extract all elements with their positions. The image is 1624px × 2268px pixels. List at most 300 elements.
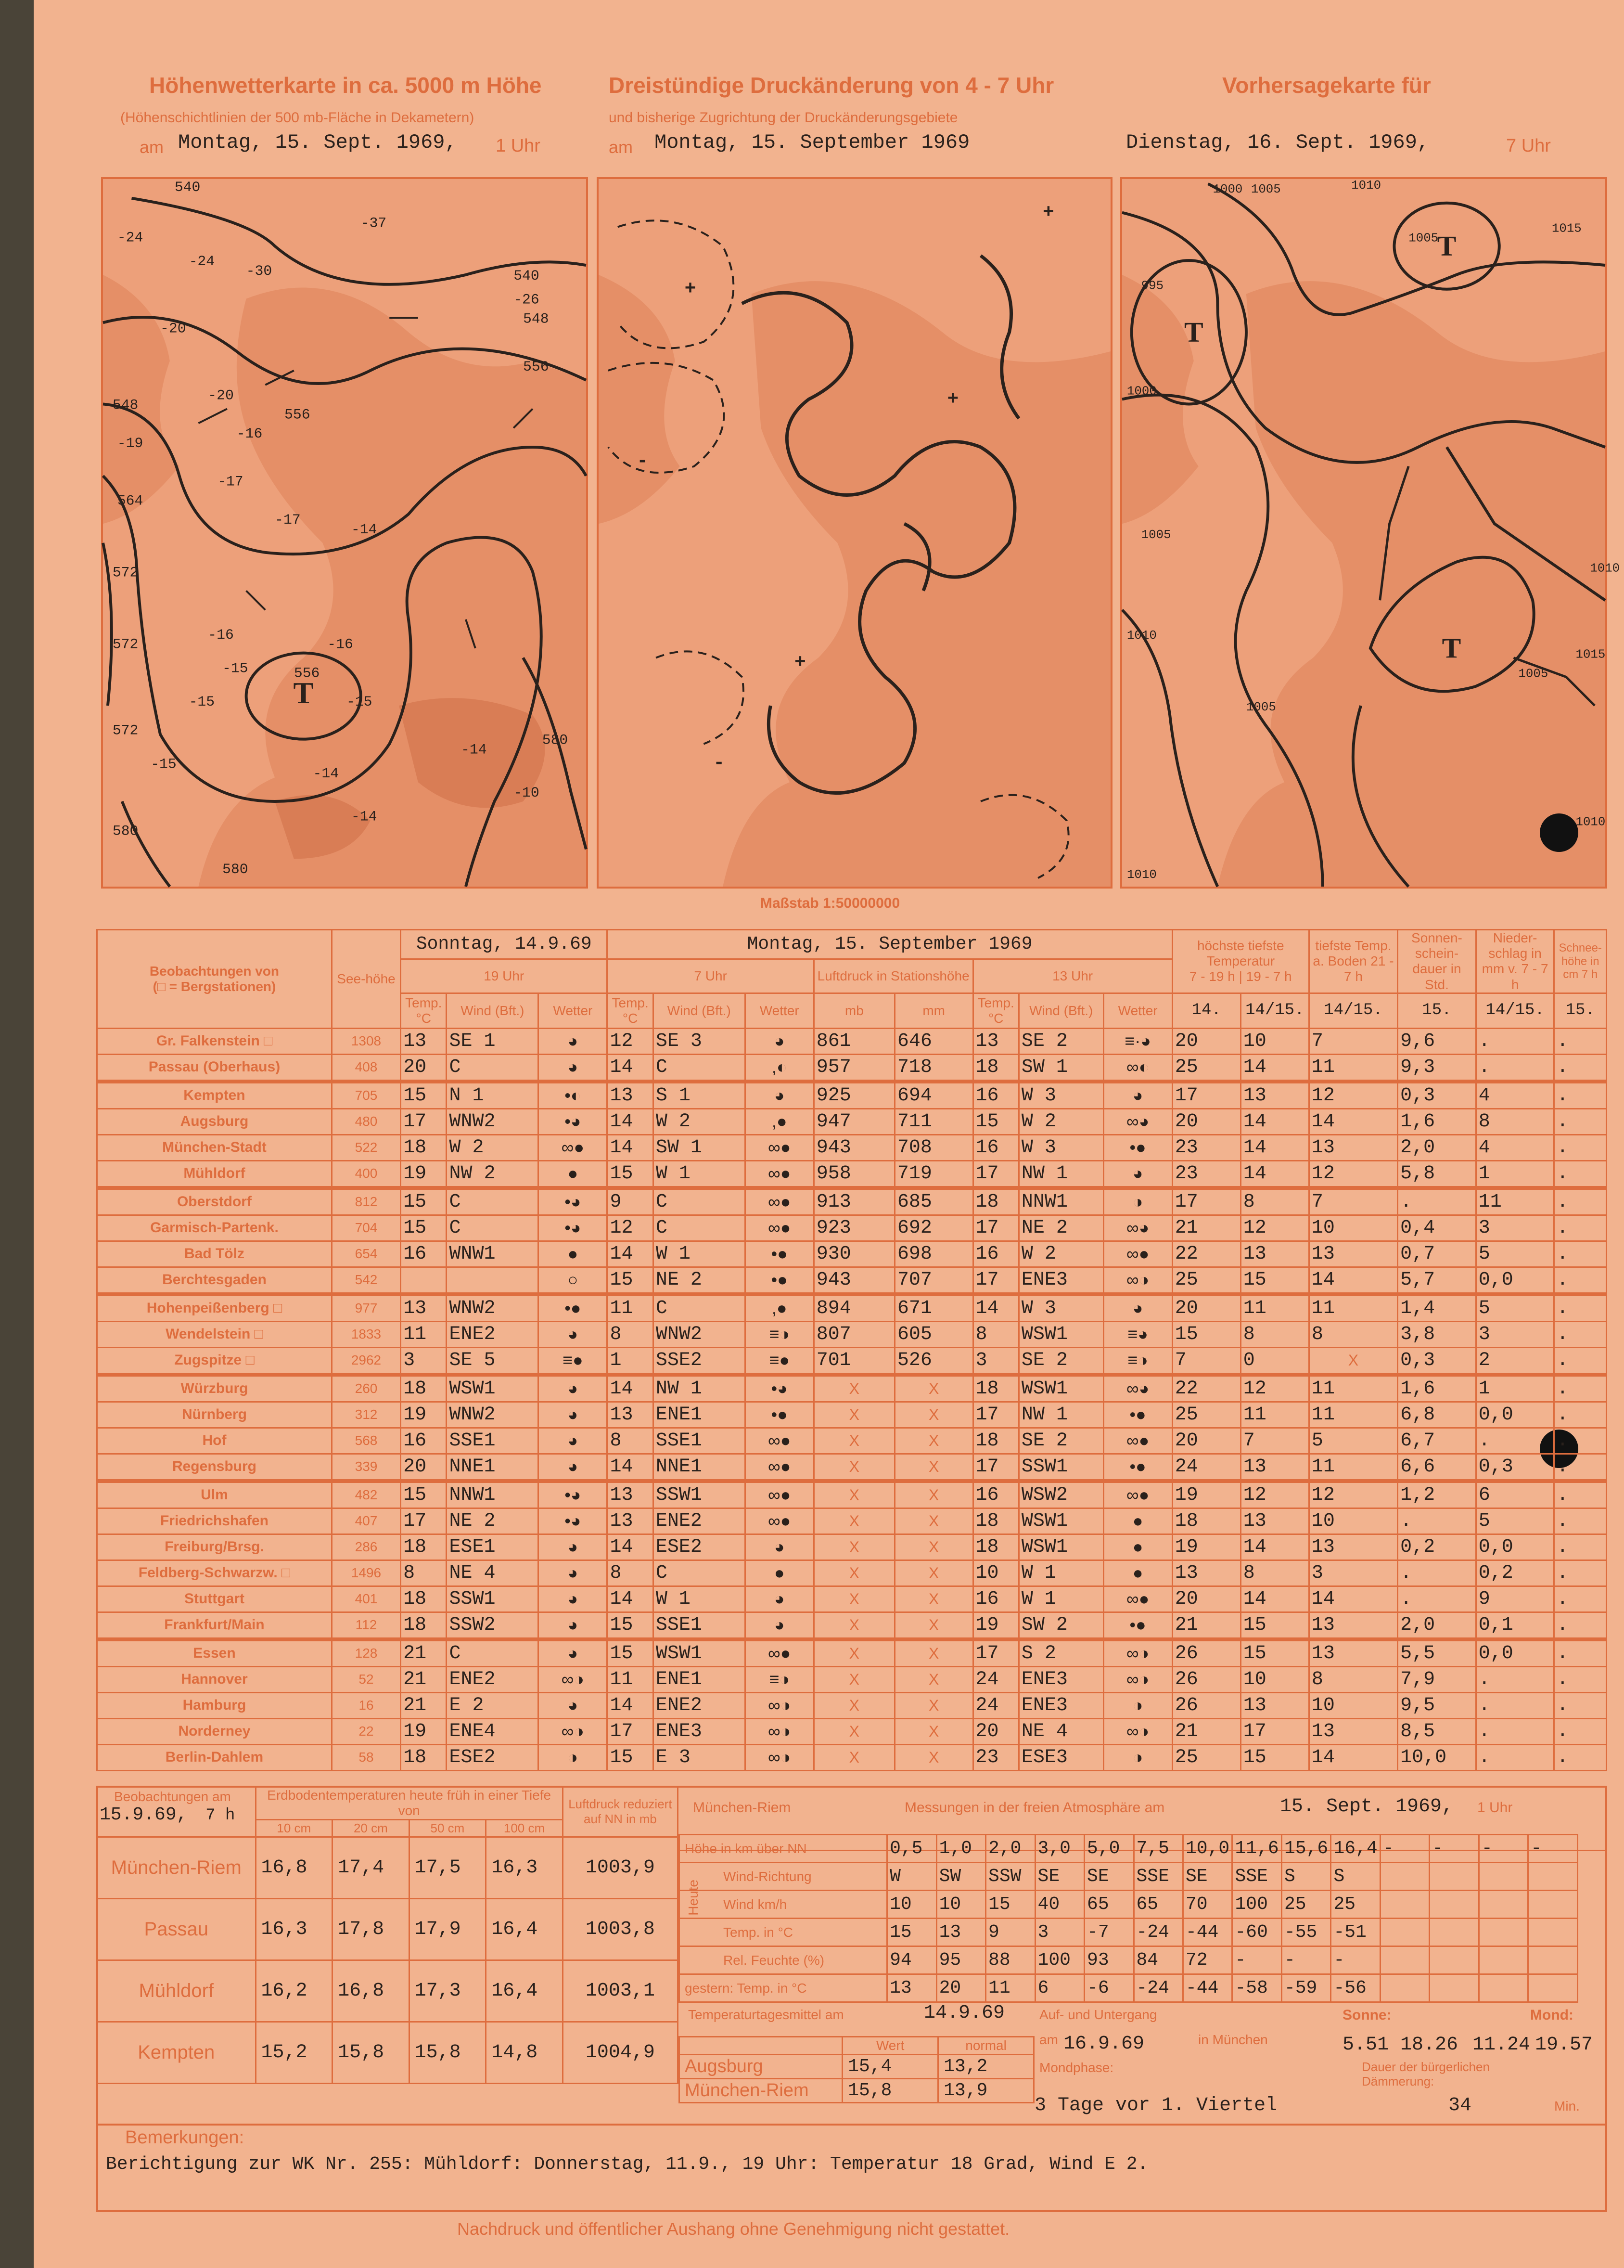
atmo-yesterday-temp-value: -59 (1281, 1974, 1330, 2002)
atmo-wind-dir-value: SE (1085, 1863, 1134, 1891)
table-row (97, 1692, 1607, 1718)
atmo-yesterday-temp-value: 6 (1035, 1974, 1084, 2002)
isohypse-label: -30 (246, 262, 272, 279)
precipitation: . (1476, 1744, 1554, 1770)
isohypse-label: -17 (217, 473, 243, 490)
station-name: Essen (97, 1639, 332, 1667)
mon-7-wind: SSE1 (653, 1612, 745, 1639)
station-elevation: 401 (332, 1586, 400, 1612)
atmo-wind-dir-value: SSE (1232, 1863, 1281, 1891)
sun-19-weather: ◕ (538, 1692, 607, 1718)
sun-19-wind: WNW2 (447, 1108, 538, 1134)
sun-19-temp: 15 (401, 1188, 447, 1215)
mon-13-weather: ∞● (1103, 1481, 1172, 1508)
mon-13-wind: WSW1 (1019, 1508, 1103, 1534)
sun-19-temp: 18 (401, 1375, 447, 1402)
mon-13-wind: NE 2 (1019, 1215, 1103, 1241)
mon-13-weather: •● (1103, 1454, 1172, 1481)
pressure-mm: X (895, 1534, 973, 1560)
pressure-mm: X (895, 1402, 973, 1428)
precipitation: 1 (1476, 1375, 1554, 1402)
station-elevation: 705 (332, 1082, 400, 1109)
pressure-mm: 719 (895, 1160, 973, 1188)
sun-19-temp: 13 (401, 1294, 447, 1322)
daemmerung-min: Min. (1554, 2099, 1580, 2113)
sun-19-wind: SE 5 (447, 1347, 538, 1375)
soil-header-beob: Beobachtungen am 15.9.69, 7 h (97, 1787, 256, 1837)
mon-13-weather: ∞◕ (1103, 1375, 1172, 1402)
isobar-label: 1010 (1575, 815, 1606, 829)
map1-time: 1 Uhr (496, 136, 540, 156)
mon-7-weather: ● (745, 1560, 814, 1586)
snow-depth: . (1554, 1054, 1607, 1082)
temp-min: 12 (1240, 1375, 1309, 1402)
mon-7-temp: 12 (607, 1215, 653, 1241)
mon-7-wind: ENE2 (653, 1692, 745, 1718)
sun-19-weather: ◕ (538, 1639, 607, 1667)
isobar-label: 1010 (1126, 868, 1157, 882)
isobar-label: 1010 (1126, 628, 1157, 643)
upper-air-map (101, 177, 588, 889)
sun-19-weather: ○ (538, 1267, 607, 1294)
isohypse-label: -15 (222, 660, 248, 677)
sunshine-hours: 6,6 (1398, 1454, 1476, 1481)
header-seehoehe: See-höhe (332, 930, 400, 1029)
atmo-temp-row (679, 1919, 1578, 1946)
table-row (97, 1134, 1607, 1160)
low-pressure-symbol: T (293, 676, 314, 710)
mon-7-temp: 12 (607, 1028, 653, 1054)
header-niederschlag: Nieder-schlag in mm v. 7 - 7 h (1476, 930, 1554, 993)
soil-temp: 16,4 (486, 1960, 563, 2022)
atmo-yesterday-temp-value: -44 (1183, 1974, 1232, 2002)
isohypse-label: -14 (313, 765, 339, 782)
header-sunday: Sonntag, 14.9.69 (401, 930, 607, 959)
mon-13-temp: 18 (973, 1375, 1019, 1402)
temp-min: 14 (1240, 1108, 1309, 1134)
header-mm: mm (895, 993, 973, 1028)
weather-report-sheet (34, 0, 1624, 2268)
mon-13-wind: W 3 (1019, 1294, 1103, 1322)
sun-19-wind: C (447, 1639, 538, 1667)
map-scale: Maßstab 1:50000000 (760, 895, 900, 911)
sun-19-wind: SE 1 (447, 1028, 538, 1054)
svg-text:+: + (1043, 201, 1054, 223)
map3-date: Dienstag, 16. Sept. 1969, (1126, 131, 1430, 154)
isohypse-label: -20 (160, 320, 186, 337)
pressure-mb: 701 (814, 1347, 895, 1375)
sun-19-temp: 17 (401, 1508, 447, 1534)
mon-7-weather: •◕ (745, 1375, 814, 1402)
mon-7-wind: C (653, 1188, 745, 1215)
mon-7-weather: ◕ (745, 1082, 814, 1109)
punch-hole-top (1540, 813, 1578, 852)
sun-19-wind: NW 2 (447, 1160, 538, 1188)
temp-min: 15 (1240, 1639, 1309, 1667)
table-row (97, 1054, 1607, 1082)
table-row (97, 1718, 1607, 1744)
pressure-mm: X (895, 1718, 973, 1744)
precipitation: . (1476, 1428, 1554, 1454)
sun-19-weather: ≡● (538, 1347, 607, 1375)
table-row (97, 1375, 1607, 1402)
atmo-temp-label: Temp. in °C (679, 1919, 887, 1946)
table-row (97, 1428, 1607, 1454)
ground-temp-min: 14 (1309, 1744, 1397, 1770)
atmo-time: 1 Uhr (1477, 1800, 1513, 1816)
mon-7-temp: 14 (607, 1692, 653, 1718)
temp-max: 26 (1172, 1639, 1240, 1667)
mon-13-wind: W 2 (1019, 1108, 1103, 1134)
sun-set: 18.26 (1400, 2034, 1458, 2056)
pressure-mb: X (814, 1666, 895, 1692)
precipitation: 4 (1476, 1082, 1554, 1109)
atmo-yesterday-temp-value: 13 (887, 1974, 936, 2002)
temp-min: 15 (1240, 1612, 1309, 1639)
station-elevation: 812 (332, 1188, 400, 1215)
table-row (97, 1666, 1607, 1692)
isohypse-label: -15 (151, 756, 177, 773)
header-wind-3: Wind (Bft.) (1019, 993, 1103, 1028)
atmo-temp-value (1380, 1919, 1429, 1946)
mon-13-temp: 24 (973, 1692, 1019, 1718)
mon-7-temp: 14 (607, 1241, 653, 1267)
precipitation: 3 (1476, 1321, 1554, 1347)
soil-row (97, 2022, 678, 2084)
snow-depth: . (1554, 1241, 1607, 1267)
soil-temp: 17,8 (332, 1899, 409, 1960)
temp-min: 15 (1240, 1267, 1309, 1294)
atmo-temp-value: -60 (1232, 1919, 1281, 1946)
mon-7-temp: 15 (607, 1160, 653, 1188)
precipitation: 5 (1476, 1508, 1554, 1534)
temp-max: 13 (1172, 1560, 1240, 1586)
snow-depth: . (1554, 1375, 1607, 1402)
mon-13-weather: •● (1103, 1402, 1172, 1428)
temp-min: 12 (1240, 1215, 1309, 1241)
sun-19-temp: 11 (401, 1321, 447, 1347)
mon-13-weather: ◑ (1103, 1692, 1172, 1718)
temp-max: 25 (1172, 1267, 1240, 1294)
sun-19-temp: 21 (401, 1666, 447, 1692)
pressure-mb: 943 (814, 1134, 895, 1160)
atmo-wind-dir-value (1479, 1863, 1528, 1891)
precipitation: 3 (1476, 1215, 1554, 1241)
station-name: Kempten (97, 1082, 332, 1109)
soil-temp: 16,3 (486, 1837, 563, 1899)
sunshine-hours: 0,3 (1398, 1347, 1476, 1375)
station-elevation: 312 (332, 1402, 400, 1428)
pressure-mm: 692 (895, 1215, 973, 1241)
mon-13-wind: SE 2 (1019, 1428, 1103, 1454)
mon-13-wind: NNW1 (1019, 1188, 1103, 1215)
isohypse-label: 572 (112, 636, 139, 653)
mon-13-temp: 17 (973, 1454, 1019, 1481)
sun-19-weather: ◕ (538, 1321, 607, 1347)
sun-19-weather: •◕ (538, 1108, 607, 1134)
tmittel-row (679, 2055, 1034, 2079)
sun-19-wind: C (447, 1054, 538, 1082)
table-row (97, 1612, 1607, 1639)
sun-19-temp: 16 (401, 1241, 447, 1267)
temp-min: 14 (1240, 1586, 1309, 1612)
isohypse-label: -17 (275, 512, 301, 528)
sun-19-weather: •◕ (538, 1215, 607, 1241)
soil-depth-header: 10 cm (256, 1820, 332, 1837)
isohypse-label: -19 (117, 435, 143, 451)
temp-max: 20 (1172, 1428, 1240, 1454)
mon-13-wind: W 1 (1019, 1586, 1103, 1612)
sunshine-hours: 5,7 (1398, 1267, 1476, 1294)
sun-19-wind: ENE4 (447, 1718, 538, 1744)
precipitation: 2 (1476, 1347, 1554, 1375)
sunshine-hours: 0,2 (1398, 1534, 1476, 1560)
sun-19-temp: 15 (401, 1481, 447, 1508)
sun-19-weather: ◕ (538, 1402, 607, 1428)
temp-max: 26 (1172, 1666, 1240, 1692)
map3-title: Vorhersagekarte für (1222, 73, 1431, 98)
atmo-wind-dir-label: Wind-Richtung (679, 1863, 887, 1891)
pressure-mb: 943 (814, 1267, 895, 1294)
header-mb: mb (814, 993, 895, 1028)
station-elevation: 286 (332, 1534, 400, 1560)
snow-depth: . (1554, 1160, 1607, 1188)
precipitation: . (1476, 1692, 1554, 1718)
soil-temp: 17,3 (409, 1960, 486, 2022)
temp-max: 7 (1172, 1347, 1240, 1375)
header-schnee: Schnee-höhe in cm 7 h (1554, 930, 1607, 993)
atmo-wind-dir-value: SSE (1134, 1863, 1183, 1891)
isohypse-label: -37 (360, 215, 387, 232)
table-row (97, 1454, 1607, 1481)
map2-title: Dreistündige Druckänderung von 4 - 7 Uhr (609, 73, 1054, 98)
isobar-label: 995 (1141, 279, 1164, 293)
soil-pressure: 1003,8 (563, 1899, 678, 1960)
soil-temp: 15,2 (256, 2022, 332, 2084)
remarks-label: Bemerkungen: (125, 2127, 244, 2148)
header-obs: Beobachtungen von (□ = Bergstationen) (97, 930, 332, 1029)
mon-13-weather: ∞● (1103, 1586, 1172, 1612)
isohypse-label: -16 (236, 425, 263, 442)
snow-depth: . (1554, 1586, 1607, 1612)
mon-7-temp: 15 (607, 1267, 653, 1294)
sun-19-weather: ◕ (538, 1028, 607, 1054)
isohypse-label: 564 (117, 492, 143, 509)
table-row (97, 1241, 1607, 1267)
forecast-low-symbol-1: T (1184, 316, 1203, 348)
soil-temp: 17,5 (409, 1837, 486, 1899)
mon-13-weather: ◕ (1103, 1294, 1172, 1322)
snow-depth: . (1554, 1082, 1607, 1109)
header-date-1: 14. (1172, 993, 1240, 1028)
sun-19-weather: ◑ (538, 1744, 607, 1770)
station-name: Würzburg (97, 1375, 332, 1402)
mon-7-temp: 13 (607, 1082, 653, 1109)
ground-temp-min: 12 (1309, 1481, 1397, 1508)
ground-temp-min: 12 (1309, 1082, 1397, 1109)
sun-19-weather: ◕ (538, 1054, 607, 1082)
mon-13-temp: 17 (973, 1402, 1019, 1428)
pressure-mm: 718 (895, 1054, 973, 1082)
svg-text:+: + (794, 651, 806, 673)
precipitation: 9 (1476, 1586, 1554, 1612)
atmo-humidity-value: - (1232, 1946, 1281, 1974)
ground-temp-min: 8 (1309, 1321, 1397, 1347)
atmo-heights-value: - (1528, 1835, 1578, 1863)
temp-max: 19 (1172, 1534, 1240, 1560)
mon-13-weather: ≡·◕ (1103, 1028, 1172, 1054)
sun-19-wind: SSE1 (447, 1428, 538, 1454)
atmo-table (678, 1834, 1578, 2003)
temp-max: 17 (1172, 1082, 1240, 1109)
mon-13-temp: 16 (973, 1134, 1019, 1160)
isohypse-label: 572 (112, 564, 139, 581)
precipitation: 0,1 (1476, 1612, 1554, 1639)
mon-13-wind: ESE3 (1019, 1744, 1103, 1770)
atmo-humidity-value (1479, 1946, 1528, 1974)
header-wetter-1: Wetter (538, 993, 607, 1028)
mon-13-wind: WSW1 (1019, 1321, 1103, 1347)
header-date-4: 15. (1398, 993, 1476, 1028)
mon-7-temp: 9 (607, 1188, 653, 1215)
snow-depth: . (1554, 1134, 1607, 1160)
atmo-wind-kmh-value (1479, 1891, 1528, 1919)
atmo-temp-value: -44 (1183, 1919, 1232, 1946)
isobar-label: 1010 (1351, 178, 1381, 193)
ground-temp-min: 13 (1309, 1612, 1397, 1639)
sunshine-hours: 0,3 (1398, 1082, 1476, 1109)
station-elevation: 704 (332, 1215, 400, 1241)
table-row (97, 1402, 1607, 1428)
mon-13-temp: 18 (973, 1428, 1019, 1454)
mon-13-wind: SW 2 (1019, 1612, 1103, 1639)
atmo-wind-kmh-value: 10 (936, 1891, 985, 1919)
station-name: Nürnberg (97, 1402, 332, 1428)
soil-depth-header: 50 cm (409, 1820, 486, 1837)
isohypse-label: -24 (117, 229, 143, 246)
tmittel-name: Augsburg (679, 2055, 843, 2079)
sun-19-temp: 18 (401, 1744, 447, 1770)
atmo-yesterday-temp-value (1430, 1974, 1479, 2002)
precipitation: 0,0 (1476, 1402, 1554, 1428)
mon-7-temp: 11 (607, 1666, 653, 1692)
table-row (97, 1188, 1607, 1215)
mon-13-weather: ≡◕ (1103, 1321, 1172, 1347)
isohypse-label: 556 (523, 358, 549, 375)
snow-depth: . (1554, 1454, 1607, 1481)
snow-depth: . (1554, 1666, 1607, 1692)
mon-7-temp: 8 (607, 1428, 653, 1454)
sun-19-weather: ● (538, 1241, 607, 1267)
mon-13-temp: 17 (973, 1215, 1019, 1241)
isohypse-label: -20 (208, 387, 234, 404)
sun-19-temp (401, 1267, 447, 1294)
atmo-heights-label: Höhe in km über NN (679, 1835, 887, 1863)
mon-13-wind: ENE3 (1019, 1666, 1103, 1692)
header-date-5: 14/15. (1476, 993, 1554, 1028)
precipitation: 0,0 (1476, 1639, 1554, 1667)
mon-13-temp: 16 (973, 1241, 1019, 1267)
map2-am: am (609, 137, 633, 157)
temp-max: 25 (1172, 1054, 1240, 1082)
pressure-mb: 894 (814, 1294, 895, 1322)
atmo-heights-value: 1,0 (936, 1835, 985, 1863)
station-name: Zugspitze □ (97, 1347, 332, 1375)
ground-temp-min: 13 (1309, 1718, 1397, 1744)
mon-7-weather: ≡◑ (745, 1321, 814, 1347)
station-name: Garmisch-Partenk. (97, 1215, 332, 1241)
sunshine-hours: 0,7 (1398, 1241, 1476, 1267)
mon-13-temp: 18 (973, 1054, 1019, 1082)
mon-13-temp: 24 (973, 1666, 1019, 1692)
sun-19-wind: ENE2 (447, 1666, 538, 1692)
atmo-wind-kmh-value (1528, 1891, 1578, 1919)
mon-13-temp: 20 (973, 1718, 1019, 1744)
temp-min: 14 (1240, 1160, 1309, 1188)
pressure-mm: X (895, 1454, 973, 1481)
sun-19-temp: 16 (401, 1428, 447, 1454)
moon-rise: 11.24 (1472, 2034, 1531, 2056)
header-sun-19: 19 Uhr (401, 959, 607, 993)
sun-19-temp: 15 (401, 1082, 447, 1109)
ground-temp-min: 11 (1309, 1375, 1397, 1402)
station-elevation: 654 (332, 1241, 400, 1267)
sun-19-wind: ENE2 (447, 1321, 538, 1347)
sun-19-weather: •◕ (538, 1188, 607, 1215)
isohypse-label: 540 (513, 267, 539, 284)
snow-depth: . (1554, 1508, 1607, 1534)
pressure-mb: X (814, 1612, 895, 1639)
sun-19-wind: W 2 (447, 1134, 538, 1160)
isohypse-label: -15 (189, 694, 215, 710)
mon-13-weather: ≡◑ (1103, 1347, 1172, 1375)
snow-depth: . (1554, 1108, 1607, 1134)
mon-13-temp: 8 (973, 1321, 1019, 1347)
precipitation: . (1476, 1054, 1554, 1082)
atmo-wind-kmh-value: 70 (1183, 1891, 1232, 1919)
isobar-label: 1015 (1575, 647, 1606, 662)
mon-13-temp: 17 (973, 1267, 1019, 1294)
sun-19-weather: •◕ (538, 1508, 607, 1534)
station-name: Stuttgart (97, 1586, 332, 1612)
temp-min: 12 (1240, 1481, 1309, 1508)
snow-depth: . (1554, 1321, 1607, 1347)
mon-7-weather: •● (745, 1241, 814, 1267)
temp-max: 21 (1172, 1718, 1240, 1744)
atmo-heights-value: - (1479, 1835, 1528, 1863)
mon-7-temp: 14 (607, 1534, 653, 1560)
pressure-mb: 958 (814, 1160, 895, 1188)
mon-7-wind: W 2 (653, 1108, 745, 1134)
divider (96, 2124, 1607, 2126)
sun-19-temp: 17 (401, 1108, 447, 1134)
ground-temp-min: 7 (1309, 1028, 1397, 1054)
mon-13-weather: ∞◑ (1103, 1267, 1172, 1294)
temp-max: 15 (1172, 1321, 1240, 1347)
atmo-wind-dir-value: SE (1183, 1863, 1232, 1891)
mon-13-temp: 18 (973, 1188, 1019, 1215)
station-name: Mühldorf (97, 1160, 332, 1188)
soil-station: München-Riem (97, 1837, 256, 1899)
snow-depth: . (1554, 1188, 1607, 1215)
sun-19-temp: 19 (401, 1402, 447, 1428)
atmo-yesterday-temp-value: -58 (1232, 1974, 1281, 2002)
isohypse-label: 580 (542, 732, 568, 748)
mon-7-wind: W 1 (653, 1586, 745, 1612)
precipitation: 0,3 (1476, 1454, 1554, 1481)
sun-19-wind: ESE2 (447, 1744, 538, 1770)
ground-temp-min: X (1309, 1347, 1397, 1375)
